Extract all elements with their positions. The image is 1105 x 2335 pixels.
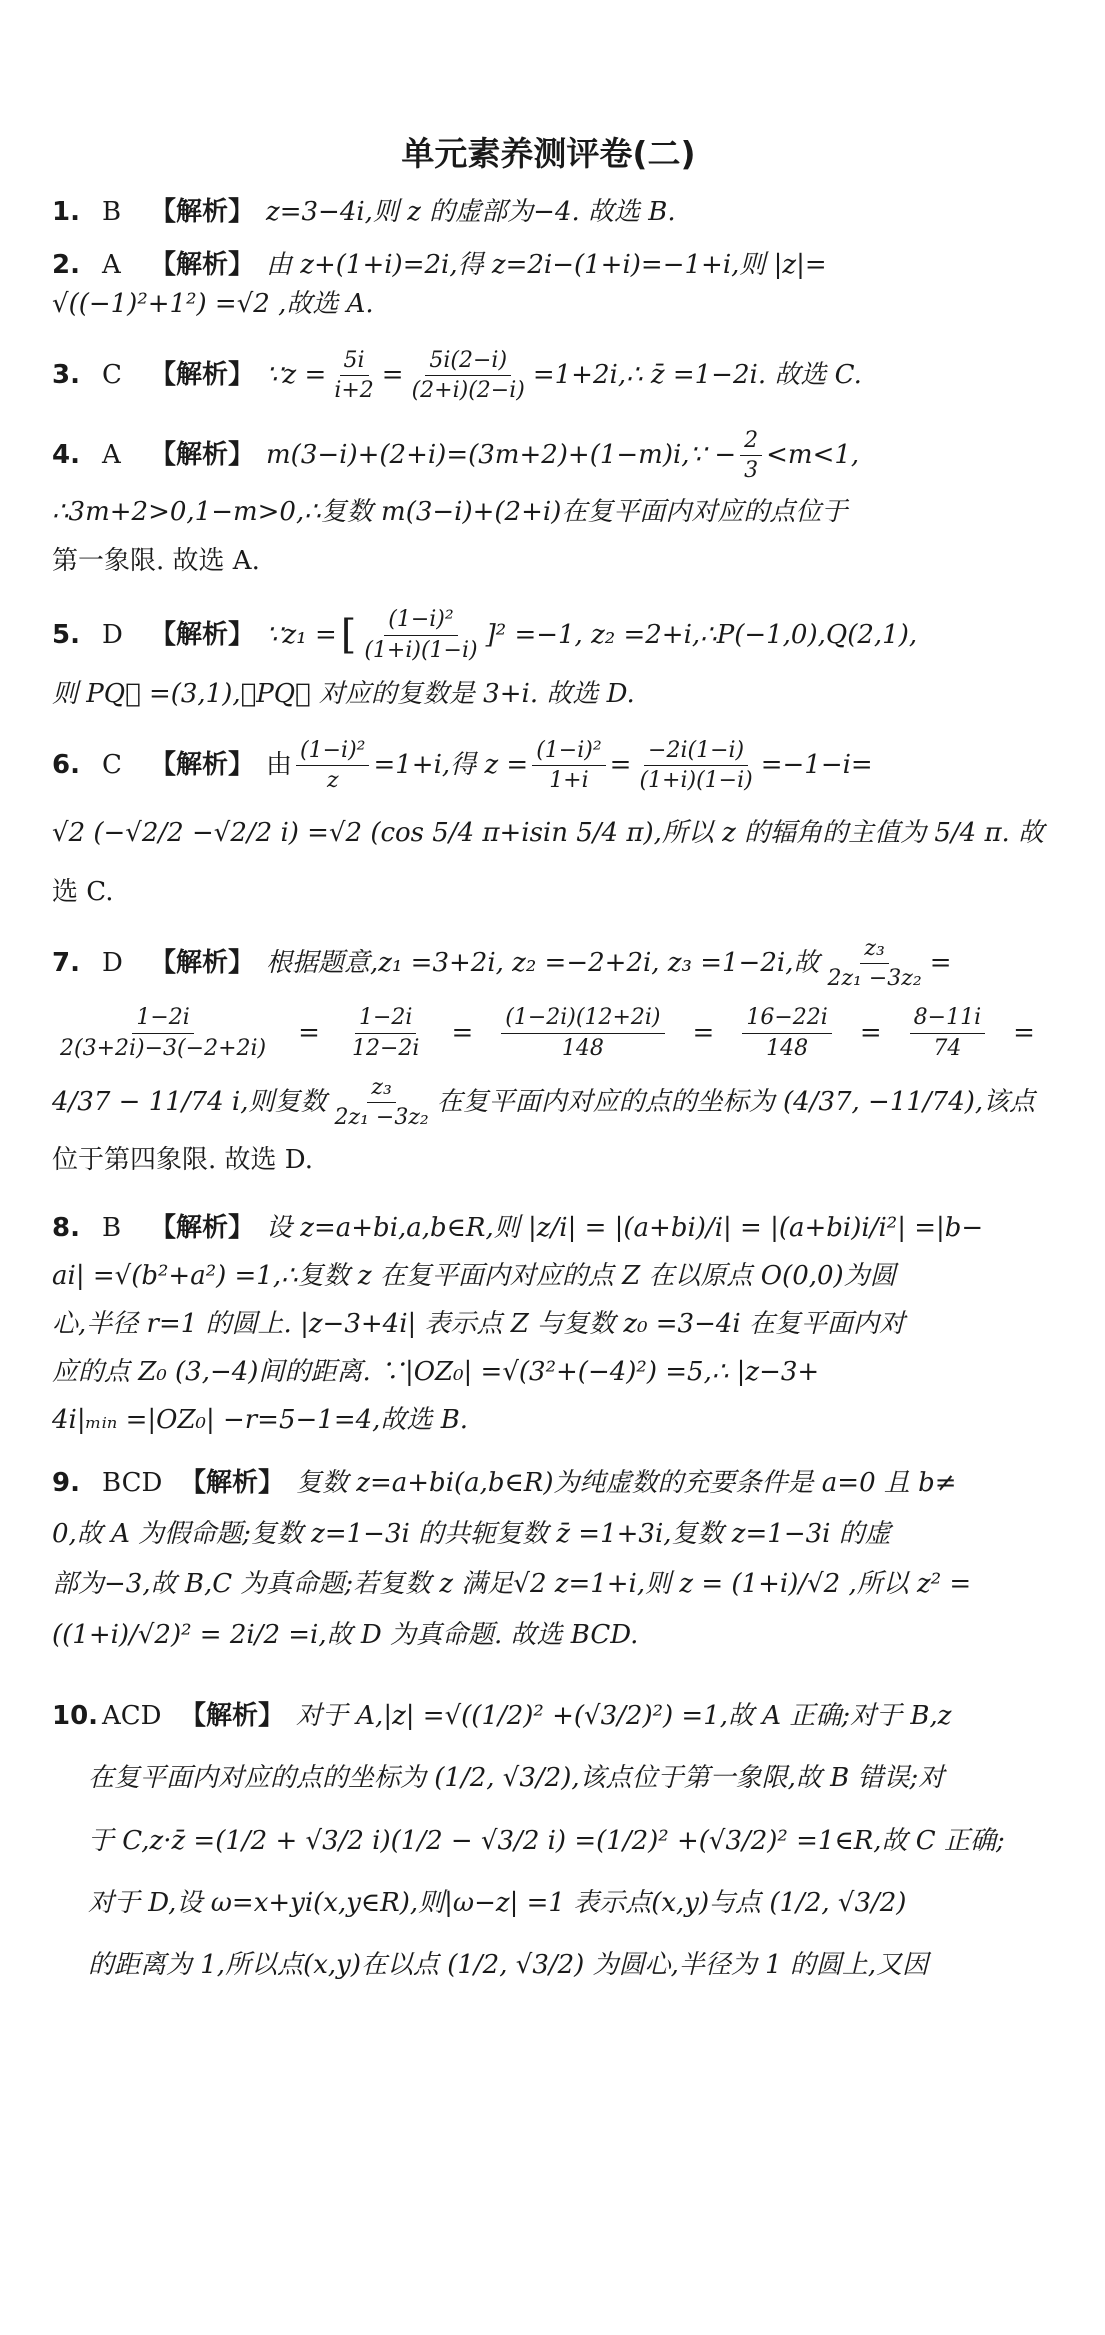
question-number: 1. bbox=[52, 197, 80, 227]
analysis-tag: 【解析】 bbox=[150, 948, 255, 979]
fraction: $\frac{16-22i}{148}$ bbox=[742, 1005, 831, 1061]
answer-item-3: 3. C 【解析】 ∵z = $\frac{5i}{i+2}$ = $\frac{5i(2-i)}{(2+i)(2-i)}$ =1+2i,∴ z̄ =1−2i. 故选 C. bbox=[52, 348, 862, 404]
fraction: $\frac{2}{3}$ bbox=[740, 428, 762, 484]
answer-item-4 bbox=[52, 428, 1045, 582]
fraction: $\frac{5i}{i+2}$ bbox=[334, 348, 374, 404]
fraction: $\frac{8-11i}{74}$ bbox=[910, 1005, 985, 1061]
analysis-text: ∵z = bbox=[266, 360, 327, 391]
analysis-line: 于 C,z·z̄ =(1/2 + √3/2 i)(1/2 − √3/2 i) =(1/2)² +(√3/2)² =1∈R,故 C 正确; bbox=[88, 1825, 1005, 1856]
question-number: 2. bbox=[52, 250, 80, 280]
analysis-text: 4/37 − 11/74 i,则复数 bbox=[52, 1087, 327, 1118]
analysis-line: 4i|ₘᵢₙ =|OZ₀| −r=5−1=4,故选 B. bbox=[52, 1404, 469, 1435]
fraction: $\frac{\text{(1−i)²}}{z}$ bbox=[296, 738, 369, 794]
analysis-text: m(3−i)+(2+i)=(3m+2)+(1−m)i,∵ − bbox=[266, 439, 737, 470]
analysis-line: 第一象限. 故选 A. bbox=[52, 546, 260, 577]
analysis-text: =1+i,得 z = bbox=[373, 750, 529, 781]
answer-choice: A bbox=[102, 439, 121, 470]
analysis-text: 设 z=a+bi,a,b∈R,则 |z/i| = |(a+bi)/i| = |(a+bi)i/i²| =|b− bbox=[266, 1212, 984, 1243]
analysis-text: 根据题意,z₁ =3+2i, z₂ =−2+2i, z₃ =1−2i,故 bbox=[266, 948, 820, 979]
question-number: 5. bbox=[52, 619, 80, 650]
answer-item-7: 7. D 【解析】 根据题意,z₁ =3+2i, z₂ =−2+2i, z₃ =1−2i,故 $\frac{\text{z₃}}{\text{2z₁ −3z₂}}$ = $\frac{1-2i}{2(3+2i)-3(-2+2i)}$ = $\frac{1-2i}{12-2i}$ = $\frac{(1-2i)(12+2i)}{148}$ = $\frac{16-22i}{148}$ = $\frac{8-11i}{74}$ = 4/37 − 11/74 i,则复数 $\frac{\text{z₃}}{\text{2z₁ −3z₂}}$ 在复平面内对应的点的坐标为 (4/37, −11/74),该点 位于第四象限. 故选 D. bbox=[52, 936, 1045, 1180]
analysis-line: ((1+i)/√2)² = 2i/2 =i,故 D 为真命题. 故选 BCD. bbox=[52, 1620, 639, 1651]
analysis-line: 0,故 A 为假命题;复数 z=1−3i 的共轭复数 z̄ =1+3i,复数 z=1−3i 的虚 bbox=[52, 1518, 891, 1549]
answer-choice: C bbox=[102, 750, 122, 781]
question-number: 10. bbox=[52, 1700, 99, 1731]
analysis-tag: 【解析】 bbox=[150, 619, 255, 650]
analysis-line: √((−1)²+1²) =√2 ,故选 A. bbox=[52, 289, 374, 319]
answer-item-1 bbox=[52, 193, 1045, 232]
analysis-line: ∴3m+2>0,1−m>0,∴复数 m(3−i)+(2+i)在复平面内对应的点位于 bbox=[52, 497, 848, 528]
analysis-line: 的距离为 1,所以点(x,y)在以点 (1/2, √3/2) 为圆心,半径为 1 的圆上,又因 bbox=[88, 1950, 929, 1981]
fraction: $\frac{(1-2i)(12+2i)}{148}$ bbox=[501, 1005, 664, 1061]
analysis-tag: 【解析】 bbox=[150, 197, 255, 227]
question-number: 6. bbox=[52, 750, 80, 781]
analysis-line: 对于 D,设 ω=x+yi(x,y∈R),则|ω−z| =1 表示点(x,y)与点 (1/2, √3/2) bbox=[88, 1887, 907, 1918]
answer-item-6: 6. C 【解析】 由 $\frac{\text{(1−i)²}}{z}$ =1+i,得 z = $\frac{\text{(1−i)²}}{1+i}$ = $\frac{-2i(1-i)}{(1+i)(1-i)}$ =−1−i= √2 (−√2/2 −√2/2 i) =√2 (cos 5/4 π+isin 5/4 π),所以 z 的辐角的主值为 5/4 π. 故 选 C. bbox=[52, 738, 1045, 912]
analysis-line: 在复平面内对应的点的坐标为 (1/2, √3/2),该点位于第一象限,故 B 错误;对 bbox=[88, 1763, 945, 1794]
answer-choice: D bbox=[102, 948, 123, 979]
answer-choice: B bbox=[102, 1212, 122, 1243]
analysis-text: =1+2i,∴ z̄ =1−2i. 故选 C. bbox=[532, 360, 862, 391]
fraction: $\frac{\text{(1−i)²}}{(1+i)(1-i)}$ bbox=[364, 607, 478, 663]
answer-choice: B bbox=[102, 197, 122, 227]
fraction: $\frac{5i(2-i)}{(2+i)(2-i)}$ bbox=[411, 348, 525, 404]
fraction: $\frac{\text{(1−i)²}}{1+i}$ bbox=[532, 738, 605, 794]
fraction: $\frac{1-2i}{2(3+2i)-3(-2+2i)}$ bbox=[60, 1005, 267, 1061]
analysis-line: 部为−3,故 B,C 为真命题;若复数 z 满足√2 z=1+i,则 z = (1+i)/√2 ,所以 z² = bbox=[52, 1569, 972, 1600]
page-title: 单元素养测评卷(二) bbox=[401, 134, 696, 173]
analysis-line: 位于第四象限. 故选 D. bbox=[52, 1144, 313, 1175]
analysis-text: 由 z+(1+i)=2i,得 z=2i−(1+i)=−1+i,则 |z|= bbox=[266, 250, 827, 280]
analysis-line: 心,半径 r=1 的圆上. |z−3+4i| 表示点 Z 与复数 z₀ =3−4i 在复平面内对 bbox=[52, 1308, 906, 1339]
analysis-text: 由 bbox=[266, 750, 293, 781]
fraction: $\frac{1-2i}{12-2i}$ bbox=[351, 1005, 420, 1061]
answer-choice: C bbox=[102, 360, 122, 391]
analysis-tag: 【解析】 bbox=[150, 250, 255, 280]
question-number: 3. bbox=[52, 360, 80, 391]
analysis-tag: 【解析】 bbox=[180, 1700, 285, 1731]
question-number: 8. bbox=[52, 1212, 80, 1243]
analysis-text: ]² =−1, z₂ =2+i,∴P(−1,0),Q(2,1), bbox=[485, 619, 918, 650]
question-number: 4. bbox=[52, 439, 80, 470]
question-number: 9. bbox=[52, 1468, 80, 1499]
analysis-tag: 【解析】 bbox=[150, 439, 255, 470]
answer-item-2 bbox=[52, 246, 1045, 324]
analysis-line: √2 (−√2/2 −√2/2 i) =√2 (cos 5/4 π+isin 5/4 π),所以 z 的辐角的主值为 5/4 π. 故 bbox=[52, 817, 1045, 848]
analysis-text: <m<1, bbox=[766, 439, 860, 470]
answer-choice: D bbox=[102, 619, 123, 650]
answer-choice: A bbox=[102, 250, 121, 280]
analysis-tag: 【解析】 bbox=[180, 1468, 285, 1499]
fraction: $\frac{\text{z₃}}{\text{2z₁ −3z₂}}$ bbox=[827, 935, 922, 992]
bracket-open: [ bbox=[340, 612, 357, 659]
analysis-line: 选 C. bbox=[52, 876, 114, 907]
answer-item-8 bbox=[52, 1204, 1045, 1444]
answer-choice: BCD bbox=[102, 1468, 163, 1499]
analysis-text: =−1−i= bbox=[760, 750, 873, 781]
analysis-tag: 【解析】 bbox=[150, 360, 255, 391]
fraction: $\frac{\text{z₃}}{\text{2z₁ −3z₂}}$ bbox=[334, 1074, 429, 1131]
analysis-text: 对于 A,|z| =√((1/2)² +(√3/2)²) =1,故 A 正确;对于 B,z bbox=[296, 1700, 952, 1731]
answer-item-9 bbox=[52, 1458, 1045, 1661]
fraction: $\frac{-2i(1-i)}{(1+i)(1-i)}$ bbox=[639, 738, 753, 794]
answer-choice: ACD bbox=[102, 1700, 162, 1731]
question-number: 7. bbox=[52, 948, 80, 979]
analysis-tag: 【解析】 bbox=[150, 750, 255, 781]
answer-item-5 bbox=[52, 605, 1045, 714]
answer-item-10 bbox=[52, 1685, 1045, 1997]
analysis-text: z=3−4i,则 z 的虚部为−4. 故选 B. bbox=[266, 197, 676, 227]
analysis-line: ai| =√(b²+a²) =1,∴复数 z 在复平面内对应的点 Z 在以原点 O(0,0)为圆 bbox=[52, 1260, 896, 1291]
analysis-tag: 【解析】 bbox=[150, 1212, 255, 1243]
analysis-text: 复数 z=a+bi(a,b∈R)为纯虚数的充要条件是 a=0 且 b≠ bbox=[296, 1468, 957, 1499]
analysis-text: ∵z₁ = bbox=[266, 619, 337, 650]
analysis-text: 在复平面内对应的点的坐标为 (4/37, −11/74),该点 bbox=[436, 1087, 1036, 1118]
analysis-line: 则 PQ⃗ =(3,1),∴PQ⃗ 对应的复数是 3+i. 故选 D. bbox=[52, 679, 635, 710]
analysis-line: 应的点 Z₀ (3,−4)间的距离. ∵|OZ₀| =√(3²+(−4)²) =5,∴ |z−3+ bbox=[52, 1356, 820, 1387]
